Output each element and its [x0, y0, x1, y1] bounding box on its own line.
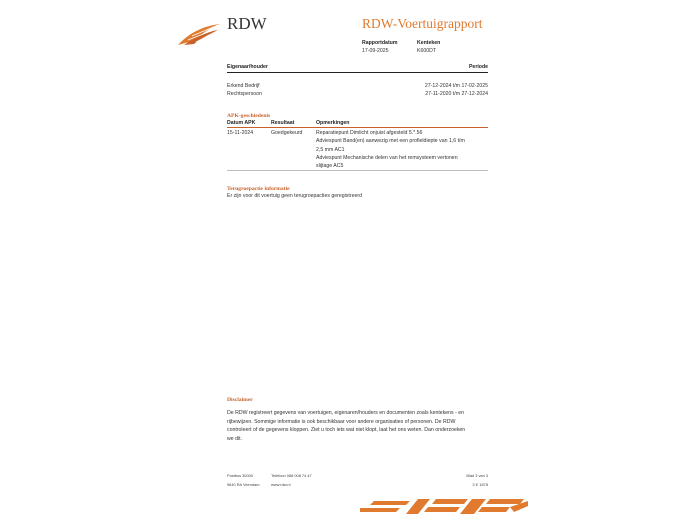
report-title: RDW-Voertuigrapport: [362, 16, 483, 31]
apk-date: 15-11-2024: [227, 130, 254, 136]
apk-title: APK-geschiedenis: [227, 113, 271, 119]
disclaimer-line: controleert of de gegevens kloppen. Ziet u toch iets wat niet klopt, laat het ons weten. Dan onderzoeken: [227, 427, 466, 434]
owner-row: [227, 82, 488, 90]
plate-label: Kenteken: [417, 40, 441, 46]
report-date-block: [362, 39, 397, 55]
apk-row: [227, 128, 488, 171]
apk-remarks: [316, 129, 488, 170]
owners-col-period: Periode: [468, 64, 488, 70]
apk-result: Goedgekeurd: [271, 130, 303, 136]
apk-col-result: Resultaat: [271, 120, 295, 126]
footer-postbus: Postbus 30000: [227, 473, 253, 478]
recall-text: Er zijn voor dit voertuig geen terugroepacties geregistreerd: [227, 193, 362, 199]
decorative-stripes-icon: [360, 497, 528, 514]
owner-period: 27-12-2024 t/m 17-02-2025: [424, 83, 488, 89]
owners-header: [227, 64, 488, 73]
footer-web[interactable]: www.rdw.nl: [271, 482, 291, 487]
apk-remark-line: Adviespunt Band(en) aanwezig met een profieldiepte van 1,6 t/m: [316, 138, 465, 145]
report-date-value: 17-09-2025: [362, 48, 389, 54]
recall-section: [227, 186, 488, 201]
footer-phone: Telefoon 088 008 74 47: [271, 473, 312, 478]
rdw-wing-logo-icon: [178, 22, 220, 46]
footer-page: Blad 3 van 3: [466, 473, 488, 478]
owner-name: Rechtspersoon: [227, 91, 262, 98]
apk-section: [227, 113, 488, 171]
brand-name: RDW: [227, 14, 267, 33]
report-date-label: Rapportdatum: [362, 40, 398, 46]
plate-value: K600DT: [417, 48, 437, 54]
plate-block: [417, 39, 440, 55]
owners-section: [227, 64, 488, 99]
footer-city: 9640 RA Veendam: [227, 482, 260, 487]
footer-code: 3 E 1878: [472, 482, 488, 487]
footer-address: [227, 471, 259, 489]
owner-row: [227, 90, 488, 98]
owners-col-owner: Eigenaar/houder: [227, 64, 268, 70]
apk-remark-line: 2,5 mm AC1: [316, 146, 345, 153]
recall-title: Terugroepactie informatie: [227, 186, 290, 192]
apk-remark-line: Adviespunt Mechanische delen van het remsysteem vertonen: [316, 154, 458, 161]
disclaimer-line: we dit.: [227, 435, 242, 442]
disclaimer-line: De RDW registreert gegevens van voertuigen, eigenaren/houders en documenten zoals kentekens - en: [227, 410, 465, 416]
owner-name: Erkend Bedrijf: [227, 83, 260, 89]
disclaimer-section: [227, 397, 488, 443]
disclaimer-title: Disclaimer: [227, 397, 253, 403]
apk-remark-line: slijtage AC5: [316, 163, 344, 170]
disclaimer-line: rijbewijzen. Sommige informatie is ook beschikbaar voor andere organisaties of personen. De RDW: [227, 418, 456, 425]
apk-remark-line: Reparatiepunt Dimlicht onjuist afgesteld 5.*.56: [316, 130, 423, 136]
footer-page-info: [420, 471, 488, 489]
footer-contact: [271, 471, 312, 489]
apk-col-date: Datum APK: [227, 120, 256, 126]
apk-col-remarks: Opmerkingen: [316, 120, 350, 126]
apk-table-header: [227, 120, 488, 128]
owner-period: 27-11-2020 t/m 27-12-2024: [425, 91, 488, 98]
